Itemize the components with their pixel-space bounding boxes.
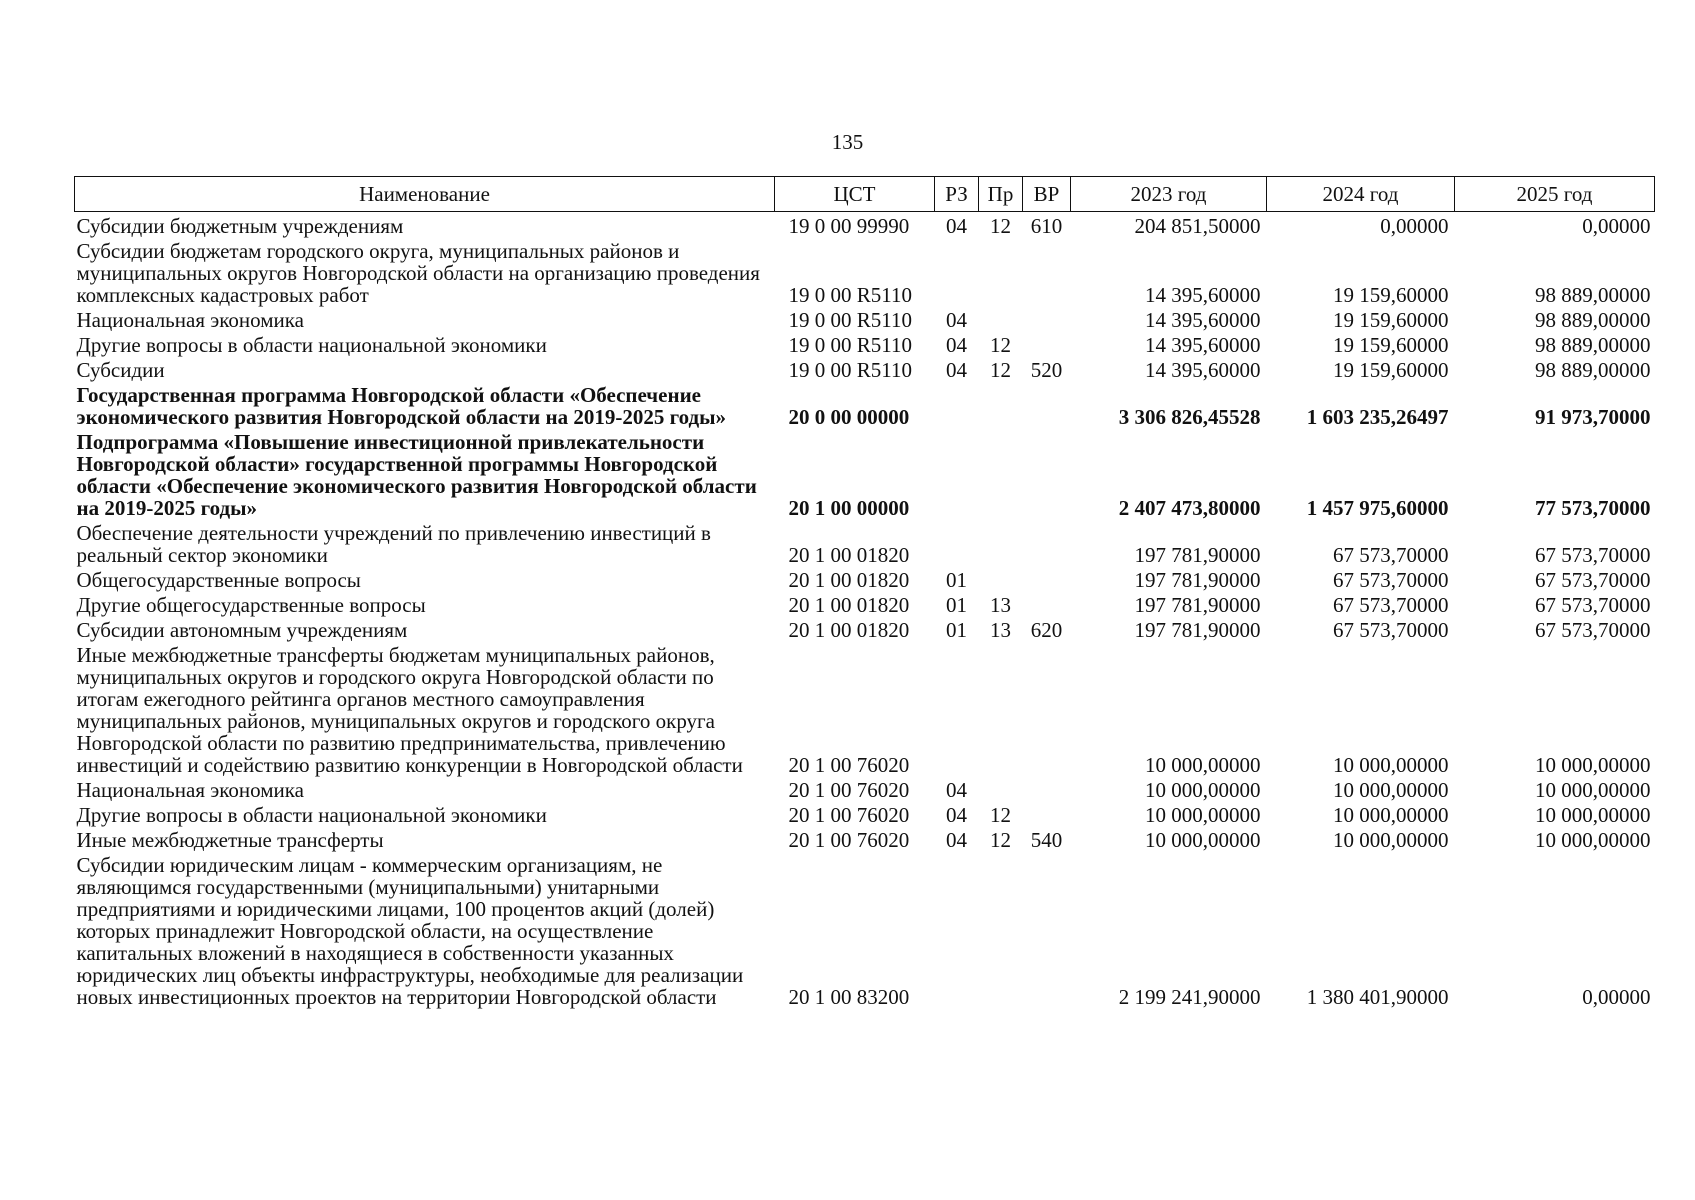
row-amount-2024: 19 159,60000	[1333, 283, 1449, 307]
table-row	[75, 306, 1655, 331]
row-vr	[1023, 776, 1071, 801]
row-amount-2025: 91 973,70000	[1535, 405, 1651, 429]
row-amount-2024: 0,00000	[1380, 214, 1449, 238]
table-row	[75, 356, 1655, 381]
row-name: Субсидии юридическим лицам - коммерческим организациям, не являющимся государственными (муниципальными) унитарными предприятиями и юридическими лицами, 100 процентов акций (долей) которых принадлежит Новгородской области, на осуществление капитальных вложений в находящиеся в собственности указанных юридических лиц объекты инфраструктуры, необходимые для реализации новых инвестиционных проектов на территории Новгородской области	[76, 853, 744, 1009]
row-cst: 19 0 00 R5110	[788, 308, 912, 332]
row-vr	[1023, 591, 1071, 616]
row-cst: 20 1 00 76020	[788, 828, 910, 852]
row-pr: 13	[990, 618, 1011, 642]
row-rz	[935, 851, 979, 1008]
row-amount-2025: 67 573,70000	[1535, 568, 1651, 592]
row-vr	[1023, 641, 1071, 776]
row-amount-2024: 19 159,60000	[1333, 333, 1449, 357]
table-header-row	[75, 177, 1655, 212]
row-pr: 12	[990, 358, 1011, 382]
row-pr	[979, 237, 1023, 306]
row-amount-2023: 3 306 826,45528	[1118, 405, 1261, 429]
row-pr	[979, 641, 1023, 776]
row-rz: 04	[946, 214, 967, 238]
row-cst: 20 1 00 76020	[788, 778, 910, 802]
row-rz: 04	[946, 778, 967, 802]
row-vr	[1023, 566, 1071, 591]
header-cst: ЦСТ	[775, 177, 935, 212]
row-amount-2025: 0,00000	[1582, 985, 1651, 1009]
row-amount-2023: 197 781,90000	[1134, 543, 1261, 567]
row-rz: 04	[946, 803, 967, 827]
row-cst: 19 0 00 R5110	[788, 333, 912, 357]
row-amount-2023: 2 407 473,80000	[1118, 496, 1261, 520]
row-amount-2025: 67 573,70000	[1535, 543, 1651, 567]
row-name: Субсидии бюджетам городского округа, муниципальных районов и муниципальных округов Новгородской области на организацию проведения комплексных кадастровых работ	[76, 239, 760, 307]
row-amount-2025: 98 889,00000	[1535, 283, 1651, 307]
row-amount-2023: 197 781,90000	[1134, 593, 1261, 617]
row-name: Национальная экономика	[76, 308, 304, 332]
row-pr	[979, 428, 1023, 519]
row-pr	[979, 519, 1023, 566]
row-pr: 12	[990, 333, 1011, 357]
row-pr: 13	[990, 593, 1011, 617]
table-row	[75, 616, 1655, 641]
row-name: Государственная программа Новгородской области «Обеспечение экономического развития Новгородской области на 2019-2025 годы»	[76, 383, 727, 429]
row-vr	[1023, 237, 1071, 306]
row-vr	[1023, 306, 1071, 331]
row-pr	[979, 851, 1023, 1008]
row-pr: 12	[990, 214, 1011, 238]
row-cst: 20 1 00 76020	[788, 803, 910, 827]
row-amount-2023: 10 000,00000	[1145, 828, 1261, 852]
row-rz	[935, 381, 979, 428]
row-amount-2024: 10 000,00000	[1333, 828, 1449, 852]
row-name: Общегосударственные вопросы	[76, 568, 361, 592]
row-amount-2023: 197 781,90000	[1134, 568, 1261, 592]
row-amount-2024: 1 603 235,26497	[1306, 405, 1449, 429]
row-rz: 04	[946, 828, 967, 852]
row-pr	[979, 381, 1023, 428]
row-amount-2025: 98 889,00000	[1535, 308, 1651, 332]
row-amount-2024: 67 573,70000	[1333, 618, 1449, 642]
table-row	[75, 566, 1655, 591]
row-amount-2024: 10 000,00000	[1333, 803, 1449, 827]
row-cst: 19 0 00 R5110	[788, 283, 912, 307]
row-rz	[935, 641, 979, 776]
header-name: Наименование	[75, 177, 775, 212]
row-name: Субсидии автономным учреждениям	[76, 618, 408, 642]
row-amount-2025: 67 573,70000	[1535, 593, 1651, 617]
row-name: Другие вопросы в области национальной экономики	[76, 333, 547, 357]
row-amount-2023: 10 000,00000	[1145, 778, 1261, 802]
row-name: Обеспечение деятельности учреждений по привлечению инвестиций в реальный сектор экономики	[76, 521, 711, 567]
row-amount-2025: 98 889,00000	[1535, 358, 1651, 382]
row-amount-2024: 19 159,60000	[1333, 358, 1449, 382]
row-vr: 520	[1030, 358, 1063, 382]
row-cst: 19 0 00 R5110	[788, 358, 912, 382]
row-amount-2024: 1 380 401,90000	[1306, 985, 1449, 1009]
row-name: Национальная экономика	[76, 778, 304, 802]
row-amount-2024: 67 573,70000	[1333, 593, 1449, 617]
row-rz: 04	[946, 308, 967, 332]
table-row	[75, 851, 1655, 1008]
row-amount-2025: 67 573,70000	[1535, 618, 1651, 642]
row-cst: 20 1 00 01820	[788, 593, 910, 617]
row-rz	[935, 237, 979, 306]
row-vr	[1023, 331, 1071, 356]
row-vr: 610	[1030, 214, 1063, 238]
row-amount-2023: 14 395,60000	[1145, 358, 1261, 382]
row-rz: 01	[946, 618, 967, 642]
table-row	[75, 381, 1655, 428]
row-cst: 20 1 00 01820	[788, 568, 910, 592]
table-body	[75, 212, 1655, 1009]
row-amount-2025: 10 000,00000	[1535, 753, 1651, 777]
row-amount-2023: 14 395,60000	[1145, 283, 1261, 307]
row-amount-2025: 98 889,00000	[1535, 333, 1651, 357]
row-rz: 01	[946, 568, 967, 592]
header-2024: 2024 год	[1267, 177, 1455, 212]
row-pr	[979, 306, 1023, 331]
row-name: Подпрограмма «Повышение инвестиционной привлекательности Новгородской области» государственной программы Новгородской области «Обеспечение экономического развития Новгородской области на 2019-2025 годы»	[76, 430, 757, 520]
table-row	[75, 519, 1655, 566]
row-pr: 12	[990, 828, 1011, 852]
row-cst: 19 0 00 99990	[788, 214, 910, 238]
row-name: Субсидии бюджетным учреждениям	[76, 214, 404, 238]
row-amount-2023: 14 395,60000	[1145, 333, 1261, 357]
row-amount-2024: 67 573,70000	[1333, 543, 1449, 567]
row-vr: 540	[1030, 828, 1063, 852]
row-pr: 12	[990, 803, 1011, 827]
table-row	[75, 826, 1655, 851]
row-rz	[935, 428, 979, 519]
row-amount-2024: 19 159,60000	[1333, 308, 1449, 332]
row-rz: 04	[946, 333, 967, 357]
budget-table	[74, 176, 1655, 1008]
row-pr	[979, 566, 1023, 591]
row-name: Другие вопросы в области национальной экономики	[76, 803, 547, 827]
row-name: Другие общегосударственные вопросы	[76, 593, 426, 617]
row-amount-2025: 10 000,00000	[1535, 778, 1651, 802]
row-name: Субсидии	[76, 358, 165, 382]
row-pr	[979, 776, 1023, 801]
row-amount-2024: 1 457 975,60000	[1306, 496, 1449, 520]
table-row	[75, 237, 1655, 306]
row-cst: 20 1 00 01820	[788, 618, 910, 642]
row-rz: 01	[946, 593, 967, 617]
table-row	[75, 801, 1655, 826]
header-2023: 2023 год	[1071, 177, 1267, 212]
row-amount-2023: 2 199 241,90000	[1118, 985, 1261, 1009]
header-2025: 2025 год	[1455, 177, 1655, 212]
row-vr: 620	[1030, 618, 1063, 642]
row-amount-2023: 204 851,50000	[1134, 214, 1261, 238]
table-row	[75, 776, 1655, 801]
row-amount-2025: 10 000,00000	[1535, 828, 1651, 852]
page-number: 135	[831, 130, 864, 154]
row-amount-2023: 10 000,00000	[1145, 803, 1261, 827]
row-amount-2023: 197 781,90000	[1134, 618, 1261, 642]
row-cst: 20 1 00 00000	[788, 496, 910, 520]
row-amount-2024: 10 000,00000	[1333, 778, 1449, 802]
row-vr	[1023, 801, 1071, 826]
table-row	[75, 428, 1655, 519]
row-cst: 20 1 00 83200	[788, 985, 910, 1009]
table-row	[75, 591, 1655, 616]
header-rz: РЗ	[935, 177, 979, 212]
header-pr: Пр	[979, 177, 1023, 212]
row-name: Иные межбюджетные трансферты бюджетам муниципальных районов, муниципальных округов и городского округа Новгородской области по итогам ежегодного рейтинга органов местного самоуправления муниципальных районов, муниципальных округов и городского округа Новгородской области по развитию предпринимательства, привлечению инвестиций и содействию развитию конкуренции в Новгородской области	[76, 643, 743, 777]
header-vr: ВР	[1023, 177, 1071, 212]
table-row	[75, 331, 1655, 356]
table-row	[75, 641, 1655, 776]
row-name: Иные межбюджетные трансферты	[76, 828, 384, 852]
row-amount-2024: 10 000,00000	[1333, 753, 1449, 777]
row-vr	[1023, 519, 1071, 566]
row-cst: 20 1 00 01820	[788, 543, 910, 567]
row-cst: 20 0 00 00000	[788, 405, 910, 429]
row-cst: 20 1 00 76020	[788, 753, 910, 777]
row-rz	[935, 519, 979, 566]
row-amount-2023: 10 000,00000	[1145, 753, 1261, 777]
table-row	[75, 212, 1655, 238]
row-amount-2025: 10 000,00000	[1535, 803, 1651, 827]
row-vr	[1023, 381, 1071, 428]
row-amount-2024: 67 573,70000	[1333, 568, 1449, 592]
row-vr	[1023, 851, 1071, 1008]
row-vr	[1023, 428, 1071, 519]
row-amount-2025: 0,00000	[1582, 214, 1651, 238]
row-rz: 04	[946, 358, 967, 382]
row-amount-2025: 77 573,70000	[1535, 496, 1651, 520]
row-amount-2023: 14 395,60000	[1145, 308, 1261, 332]
